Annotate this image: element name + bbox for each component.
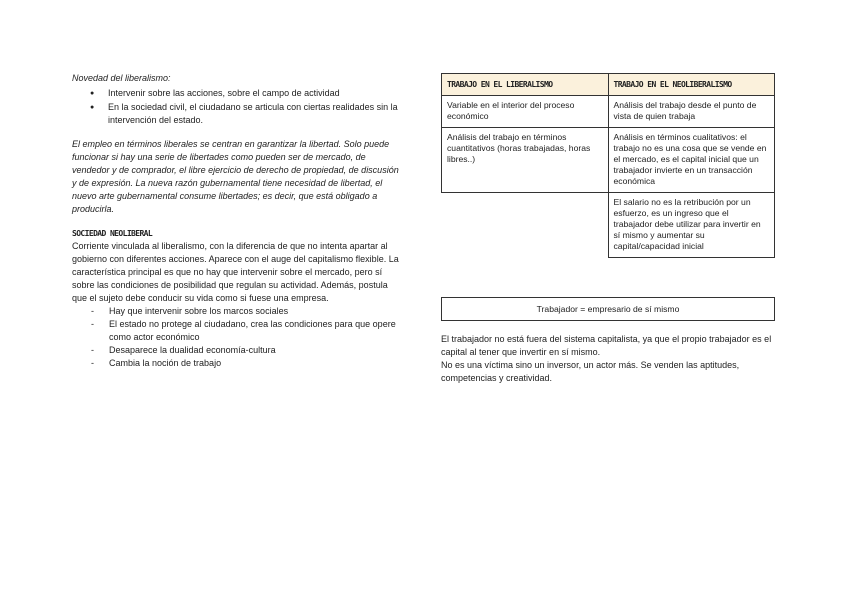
comparison-table bbox=[441, 73, 775, 258]
table-row bbox=[442, 96, 775, 128]
table-cell: Análisis del trabajo en términos cuantitativos (horas trabajadas, horas libres..) bbox=[442, 128, 609, 193]
libertad-paragraph: El empleo en términos liberales se centran en garantizar la libertad. Solo puede funcionar si hay una serie de libertades como pueden ser de mercado, de vendedor y de comprador, el libre ejercicio de derecho de propiedad, de discusión y de expresión. La nueva razón gubernamental tiene necesidad de libertad, el nuevo arte gubernamental consume libertades; es decir, que está obligado a producirla. bbox=[72, 139, 399, 214]
header-liberalismo: TRABAJO EN EL LIBERALISMO bbox=[442, 74, 609, 96]
table-cell: Análisis del trabajo desde el punto de vista de quien trabaja bbox=[608, 96, 775, 128]
table-row bbox=[442, 128, 775, 193]
right-paragraph: El trabajador no está fuera del sistema capitalista, ya que el propio trabajador es el capital al tener que invertir en sí mismo. bbox=[441, 334, 772, 357]
summary-box: Trabajador = empresario de sí mismo bbox=[441, 297, 775, 321]
section-paragraph: Corriente vinculada al liberalismo, con la diferencia de que no intenta apartar al gobierno con diferentes acciones. Aparece con el auge del capitalismo flexible. La característica principal es que no hay que intervenir sobre el mercado, pero sí sobre las condiciones de posibilidad que regulan su actividad. Además, postula que el sujeto debe conducir su vida como si fuese una empresa. bbox=[72, 241, 399, 303]
dash-item: - Desaparece la dualidad economía-cultura bbox=[109, 344, 404, 357]
table-cell: Análisis en términos cualitativos: el trabajo no es una cosa que se vende en el mercado, es el capital inicial que un trabajador invierte en un transacción económica bbox=[608, 128, 775, 193]
dash-item: - El estado no protege al ciudadano, crea las condiciones para que opere como actor económico bbox=[109, 318, 404, 344]
table-cell-empty bbox=[442, 193, 609, 258]
dash-list bbox=[72, 305, 404, 370]
table-row bbox=[442, 193, 775, 258]
bullet-item: ● Intervenir sobre las acciones, sobre el campo de actividad bbox=[108, 87, 404, 100]
header-neoliberalismo: TRABAJO EN EL NEOLIBERALISMO bbox=[608, 74, 775, 96]
novedad-bullet-list bbox=[72, 87, 404, 127]
right-paragraph: No es una víctima sino un inversor, un actor más. Se venden las aptitudes, competencias y creatividad. bbox=[441, 360, 740, 383]
dash-item: - Hay que intervenir sobre los marcos sociales bbox=[109, 305, 404, 318]
bullet-item: ● En la sociedad civil, el ciudadano se articula con ciertas realidades sin la intervención del estado. bbox=[108, 101, 404, 127]
novedad-title: Novedad del liberalismo: bbox=[72, 73, 171, 83]
right-text-block bbox=[441, 333, 781, 385]
table-header-row bbox=[442, 74, 775, 96]
table-cell: Variable en el interior del proceso económico bbox=[442, 96, 609, 128]
left-column bbox=[72, 72, 404, 370]
dash-item: - Cambia la noción de trabajo bbox=[109, 357, 404, 370]
section-heading: SOCIEDAD NEOLIBERAL bbox=[72, 229, 153, 238]
table-cell: El salario no es la retribución por un esfuerzo, es un ingreso que el trabajador debe utilizar para invertir en sí mismo y aumentar su capital/capacidad inicial bbox=[608, 193, 775, 258]
